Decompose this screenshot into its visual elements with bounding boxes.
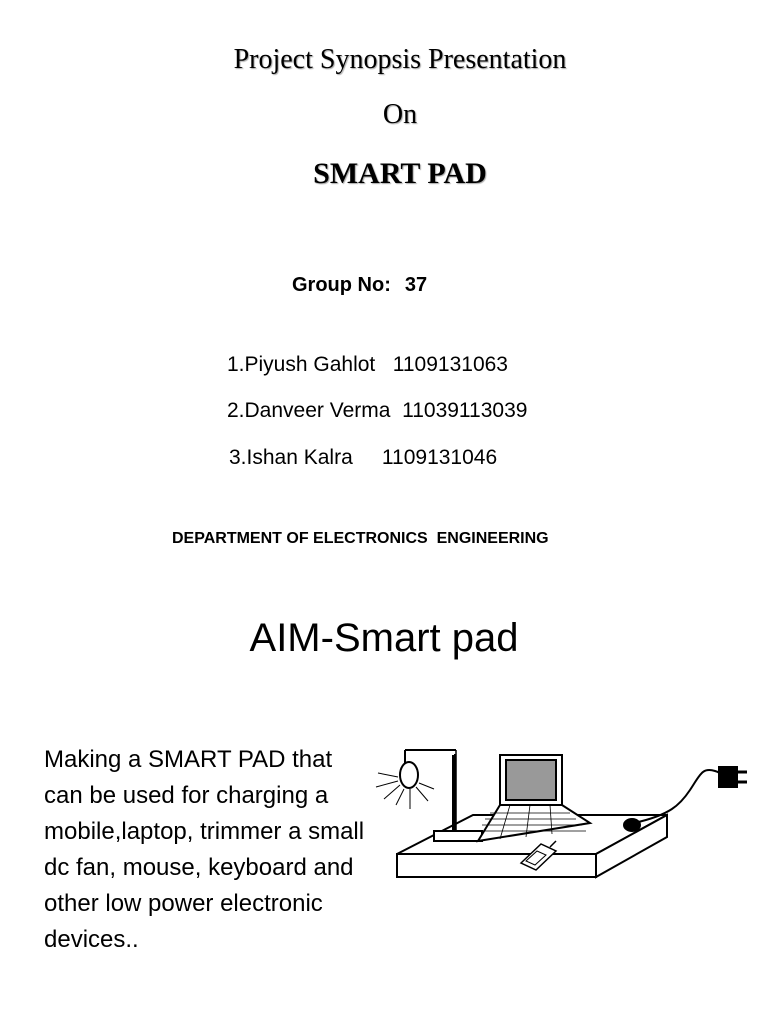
group-number: 37 <box>404 274 428 296</box>
aim-title: AIM-Smart pad <box>249 616 519 660</box>
aim-slide <box>0 590 768 1024</box>
presentation-subtitle-on: On <box>382 99 418 130</box>
member-1: 1.Piyush Gahlot 1109131063 <box>227 353 508 376</box>
group-label: Group No: <box>292 274 391 296</box>
presentation-title: Project Synopsis Presentation <box>233 44 567 75</box>
department: DEPARTMENT OF ELECTRONICS ENGINEERING <box>172 530 549 547</box>
smart-pad-illustration <box>370 745 755 945</box>
aim-description: Making a SMART PAD that can be used for charging a mobile,laptop, trimmer a small dc fan, mouse, keyboard and other low power electronic devices.. <box>44 746 365 953</box>
member-2: 2.Danveer Verma 11039113039 <box>227 399 528 422</box>
power-plug-icon <box>719 767 747 787</box>
project-name: SMART PAD <box>313 157 487 190</box>
group-info <box>292 274 427 297</box>
power-cable <box>624 770 726 831</box>
member-3: 3.Ishan Kalra 1109131046 <box>229 446 498 469</box>
